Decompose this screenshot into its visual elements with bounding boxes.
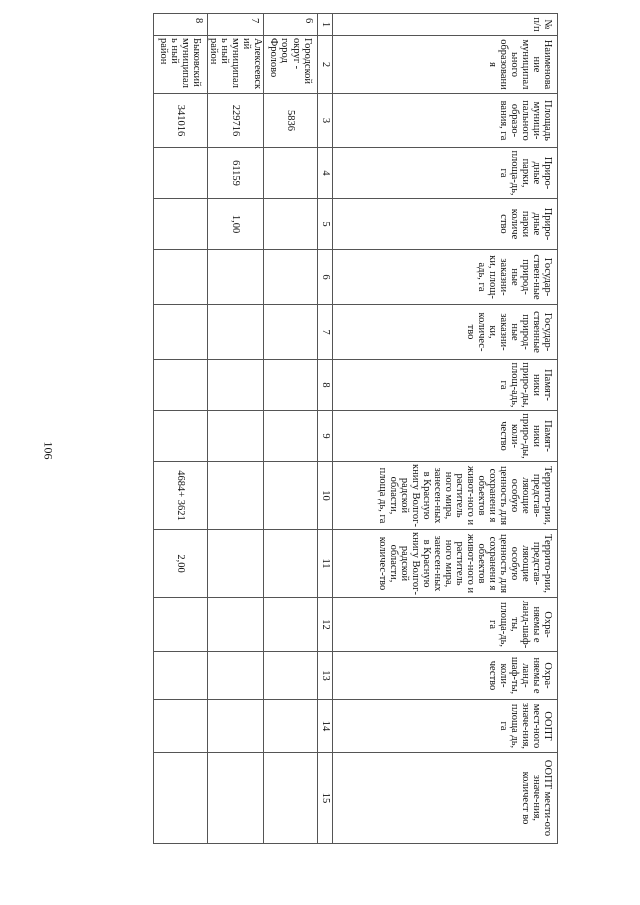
- table-cell: [207, 462, 263, 530]
- column-number: 14: [318, 700, 333, 753]
- municipality-name: Городской округ - город Фролово: [264, 36, 318, 94]
- municipality-name: Алексеевский муниципаль ный район: [207, 36, 263, 94]
- table-cell: [264, 753, 318, 844]
- table-cell: [264, 411, 318, 462]
- column-number: 5: [318, 199, 333, 250]
- table-cell: [153, 753, 207, 844]
- header-cell: Наименование муниципального образования: [333, 36, 558, 94]
- table-cell: [264, 305, 318, 360]
- header-cell: Государ-ствен-ные природ-ные заказни-ки, площ-адь, га: [333, 250, 558, 305]
- column-number: 9: [318, 411, 333, 462]
- header-cell: Террито-рии, представ-ляющие особую ценность для сохранени я объектов живот-ного и раститель ного мира, занесен-ных в Красную книгу Волгог-радской области, количес-тво: [333, 530, 558, 598]
- table-cell: [153, 305, 207, 360]
- table-cell: 5836: [264, 94, 318, 148]
- column-number: 8: [318, 360, 333, 411]
- table-cell: 229716: [207, 94, 263, 148]
- table-row: [207, 14, 263, 844]
- header-cell: Приро-дные парки количе ство: [333, 199, 558, 250]
- table-cell: [207, 700, 263, 753]
- column-number: 10: [318, 462, 333, 530]
- table-cell: [207, 360, 263, 411]
- table-cell: [207, 652, 263, 700]
- rotated-table-container: [90, 13, 558, 843]
- protected-areas-table: [153, 13, 558, 844]
- table-cell: [264, 598, 318, 652]
- column-number: 1: [318, 14, 333, 36]
- table-cell: [264, 700, 318, 753]
- header-cell: Террито-рии, представ-ляющие особую ценность для сохранени я объектов живот-ного и раститель ного мира, занесен-ных в Красную книгу Волгог-радской области, площа дь, га: [333, 462, 558, 530]
- header-cell: № п/п: [333, 14, 558, 36]
- table-cell: [264, 652, 318, 700]
- table-cell: [207, 411, 263, 462]
- column-number: 15: [318, 753, 333, 844]
- column-number: 12: [318, 598, 333, 652]
- column-number: 2: [318, 36, 333, 94]
- column-number: 4: [318, 148, 333, 199]
- table-cell: [153, 148, 207, 199]
- header-cell: Охра-няемы е ланд-шаф-ты, площа-дь, га: [333, 598, 558, 652]
- header-cell: Охра-няемы е ланд-шаф-ты, коли-чество: [333, 652, 558, 700]
- table-cell: [153, 598, 207, 652]
- table-cell: [264, 148, 318, 199]
- table-cell: [207, 530, 263, 598]
- column-number: 13: [318, 652, 333, 700]
- table-cell: [153, 652, 207, 700]
- page-number: 106: [41, 441, 56, 460]
- table-cell: 61159: [207, 148, 263, 199]
- table-cell: 341016: [153, 94, 207, 148]
- table-cell: 4684+ 3621: [153, 462, 207, 530]
- table-cell: [153, 360, 207, 411]
- row-index: 6: [264, 14, 318, 36]
- table-row: [264, 14, 318, 844]
- header-cell: ООПТ мест-ного значе-ния, площа дь, га: [333, 700, 558, 753]
- table-cell: [153, 411, 207, 462]
- table-cell: [207, 753, 263, 844]
- column-number: 11: [318, 530, 333, 598]
- row-index: 8: [153, 14, 207, 36]
- table-cell: [264, 250, 318, 305]
- table-cell: 1,00: [207, 199, 263, 250]
- column-number: 6: [318, 250, 333, 305]
- header-cell: Площадь муници-пального образо-вания, га: [333, 94, 558, 148]
- table-cell: [264, 199, 318, 250]
- table-cell: [153, 199, 207, 250]
- table-header-row: [333, 14, 558, 844]
- column-number: 7: [318, 305, 333, 360]
- row-index: 7: [207, 14, 263, 36]
- table-cell: [264, 462, 318, 530]
- table-cell: [264, 360, 318, 411]
- table-cell: [207, 305, 263, 360]
- table-cell: [153, 700, 207, 753]
- column-number: 3: [318, 94, 333, 148]
- table-cell: 2,00: [153, 530, 207, 598]
- header-cell: Памят-ники приро-ды, площ-адь, га: [333, 360, 558, 411]
- municipality-name: Быковский муниципаль ный район: [153, 36, 207, 94]
- column-number-row: [318, 14, 333, 844]
- table-cell: [207, 250, 263, 305]
- table-cell: [264, 530, 318, 598]
- header-cell: Государ-ственные природ-ные заказни-ки, количес-тво: [333, 305, 558, 360]
- table-cell: [207, 598, 263, 652]
- table-row: [153, 14, 207, 844]
- header-cell: ООПТ мести-ого значе-ния, количест во: [333, 753, 558, 844]
- header-cell: Приро-дные парки, площа-дь, га: [333, 148, 558, 199]
- header-cell: Памят-ники приро-ды, коли-чество: [333, 411, 558, 462]
- table-cell: [153, 250, 207, 305]
